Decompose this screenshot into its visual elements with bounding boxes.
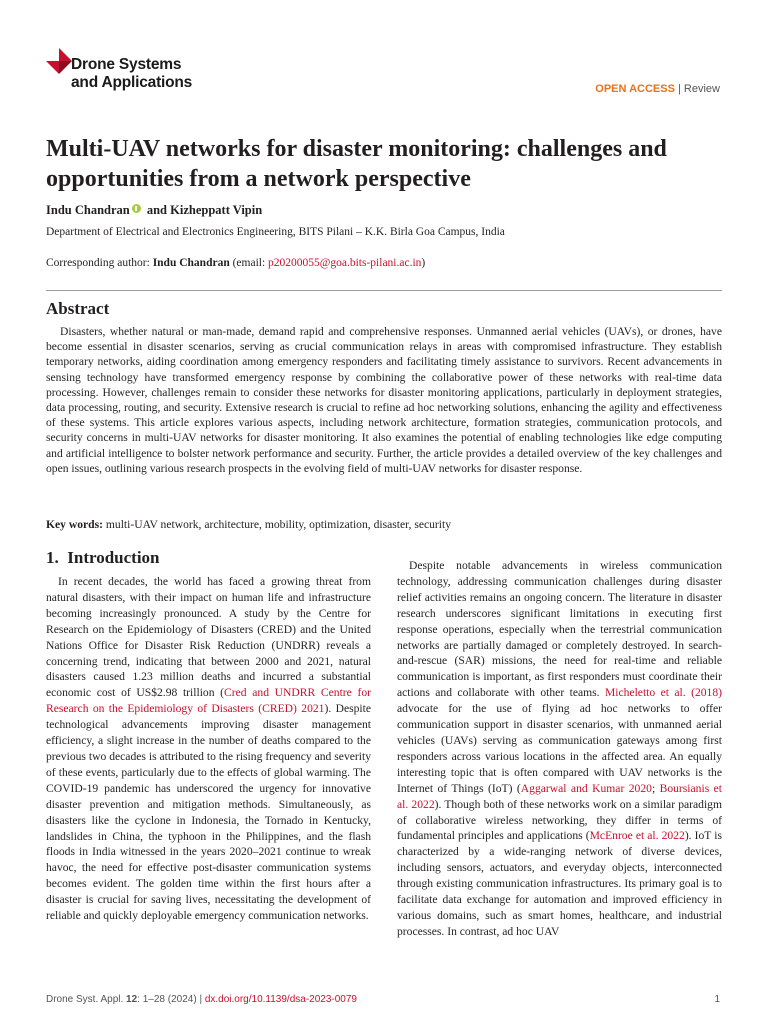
corresponding-label: Corresponding author:: [46, 257, 153, 269]
citation-mcenroe[interactable]: McEnroe et al. 2022: [589, 829, 685, 843]
author-2: Kizheppatt Vipin: [170, 203, 263, 217]
corresponding-author: [46, 257, 425, 269]
intro-right-column: [397, 558, 722, 940]
citation-micheletto[interactable]: Micheletto et al. (2018): [604, 686, 722, 700]
page-number: 1: [714, 994, 720, 1005]
affiliation: Department of Electrical and Electronics Engineering, BITS Pilani – K.K. Birla Goa Campus, India: [46, 226, 505, 238]
journal-logo-icon: [46, 48, 72, 74]
article-type-label: Review: [683, 83, 720, 95]
authors: [46, 203, 262, 218]
left-text-2: ). Despite technological advancements improving disaster management efficiency, a slight increase in the number of deaths compared to the previous two decades is attributed to the rising frequency and severity of these events, particularly due to the effects of global warming. The COVID-19 pandemic has underscored the urgency for innovative disaster prevention and mitigation methods. Simultaneously, as disasters like the cyclone in Indonesia, the Tornado in Kentucky, landslides in China, the typhoon in the Philippines, and the flash floods in India witnessed in the years 2020–2021 continue to wreak havoc, the need for effective post-disaster communication systems becomes evident. The golden time within the first hours after a disaster is crucial for saving lives, necessitating the development of reliable and quickly deployable emergency communication networks.: [46, 702, 372, 923]
footer-citation: [46, 994, 357, 1005]
open-access-label: OPEN ACCESS: [595, 83, 675, 95]
keywords-label: Key words:: [46, 518, 103, 531]
article-type: [595, 83, 720, 95]
authors-and: and: [143, 203, 171, 217]
corresponding-name: Indu Chandran: [152, 257, 230, 269]
journal-name-line2: and Applications: [71, 74, 193, 91]
right-text-2: advocate for the use of flying ad hoc networks to offer communication support in disaster scenarios, with unmanned aerial vehicles (UAVs) serving as communication gateways among first responders across various locations in the affected area. An equally interesting topic that is often compared with UAV networks is the Internet of Things (IoT) (: [397, 702, 722, 795]
left-text-1: In recent decades, the world has faced a growing threat from natural disasters, with their impact on human life and infrastructure becoming increasingly pronounced. A study by the Centre for Research on the Epidemiology of Disasters (CRED) and the United Nations Office for Disaster Risk Reduction (UNDRR) reveals a concerning trend, indicating that between 2000 and 2021, natural disasters caused 1.23 million deaths and incurred a substantial economic cost of US$2.98 trillion (: [46, 575, 371, 700]
abstract-heading: Abstract: [46, 299, 110, 318]
footer-journal: Drone Syst. Appl.: [46, 994, 127, 1005]
doi-link[interactable]: dx.doi.org/10.1139/dsa-2023-0079: [204, 994, 357, 1005]
footer-separator: |: [196, 994, 205, 1005]
section-number: 1.: [46, 548, 59, 567]
right-text-3: ). Though both of these networks work on a similar paradigm of collaborative wireless networking, they differ in terms of fundamental principles and applications (: [397, 797, 722, 843]
journal-logo: [46, 46, 216, 96]
email-link[interactable]: p20200055@goa.bits-pilani.ac.in: [268, 257, 422, 269]
article-title: Multi-UAV networks for disaster monitoring: challenges and opportunities from a network perspective: [46, 136, 667, 192]
journal-name: [71, 56, 192, 92]
orcid-icon[interactable]: [132, 204, 141, 213]
email-prefix: (email:: [229, 257, 269, 269]
article-type-separator: |: [674, 83, 684, 95]
footer-volume: 12: [126, 994, 138, 1005]
keywords-text: multi-UAV network, architecture, mobility, optimization, disaster, security: [103, 518, 452, 531]
citation-aggarwal[interactable]: Aggarwal and Kumar 2020: [520, 781, 652, 795]
intro-left-column: [46, 574, 371, 924]
citation-cred[interactable]: Cred and UNDRR Centre for Research on the Epidemiology of Disasters (CRED) 2021: [46, 686, 371, 716]
section-heading: [46, 548, 160, 568]
author-1: Indu Chandran: [46, 203, 130, 217]
header-divider: [46, 290, 722, 291]
footer-pages: : 1–28 (2024): [137, 994, 197, 1005]
abstract-text: Disasters, whether natural or man-made, demand rapid and comprehensive responses. Unmanned aerial vehicles (UAVs), or drones, have become essential in disaster scenarios, serving as crucial communication relays in areas with compromised infrastructure. They establish temporary networks, aiding coordination among emergency responders and facilitating timely assistance to survivors. Recent advancements in sensing technology have transformed emergency response by combining the collaborative power of these networks with real-time data processing. However, challenges remain to consider these networks for disaster monitoring applications, particularly in deployment strategies, data processing, routing, and security. Extensive research is crucial to refine ad hoc networking solutions, enhancing the agility and effectiveness of these systems. This article explores various aspects, including network architecture, formation strategies, communication protocols, and security concerns in multi-UAV networks for disaster monitoring. It also examines the potential of enabling technologies like edge computing and artificial intelligence to bolster network performance and security. Further, the article provides a detailed overview of the key challenges and open issues, outlining various research prospects in the evolving field of multi-UAV networks for disaster response.: [46, 325, 722, 475]
email-suffix: ): [421, 257, 426, 269]
right-text-4: ). IoT is characterized by a wide-ranging network of diverse devices, including sensors, actuators, and everyday objects, interconnected through existing communication infrastructures. Its primary goal is to facilitate data exchange for automation and improved efficiency in various domains, such as smart homes, healthcare, and industrial processes. In contrast, ad hoc UAV: [397, 829, 722, 938]
section-title: Introduction: [67, 548, 160, 567]
journal-name-line1: Drone Systems: [71, 56, 182, 73]
keywords: [46, 518, 451, 531]
citation-boursianis[interactable]: Boursianis et al. 2022: [397, 781, 723, 811]
right-text-1: Despite notable advancements in wireless communication technology, addressing communication challenges during disaster relief activities remains an ongoing concern. The literature in disaster research underscores significant limitations in executing first response operations, especially when the terrestrial communication networks are partially damaged or completely destroyed. In search-and-rescue (SAR) missions, the need for real-time and reliable communication is important, as first responders must coordinate their actions and collaborate with other teams.: [397, 559, 722, 700]
citation-separator: ;: [651, 781, 660, 795]
